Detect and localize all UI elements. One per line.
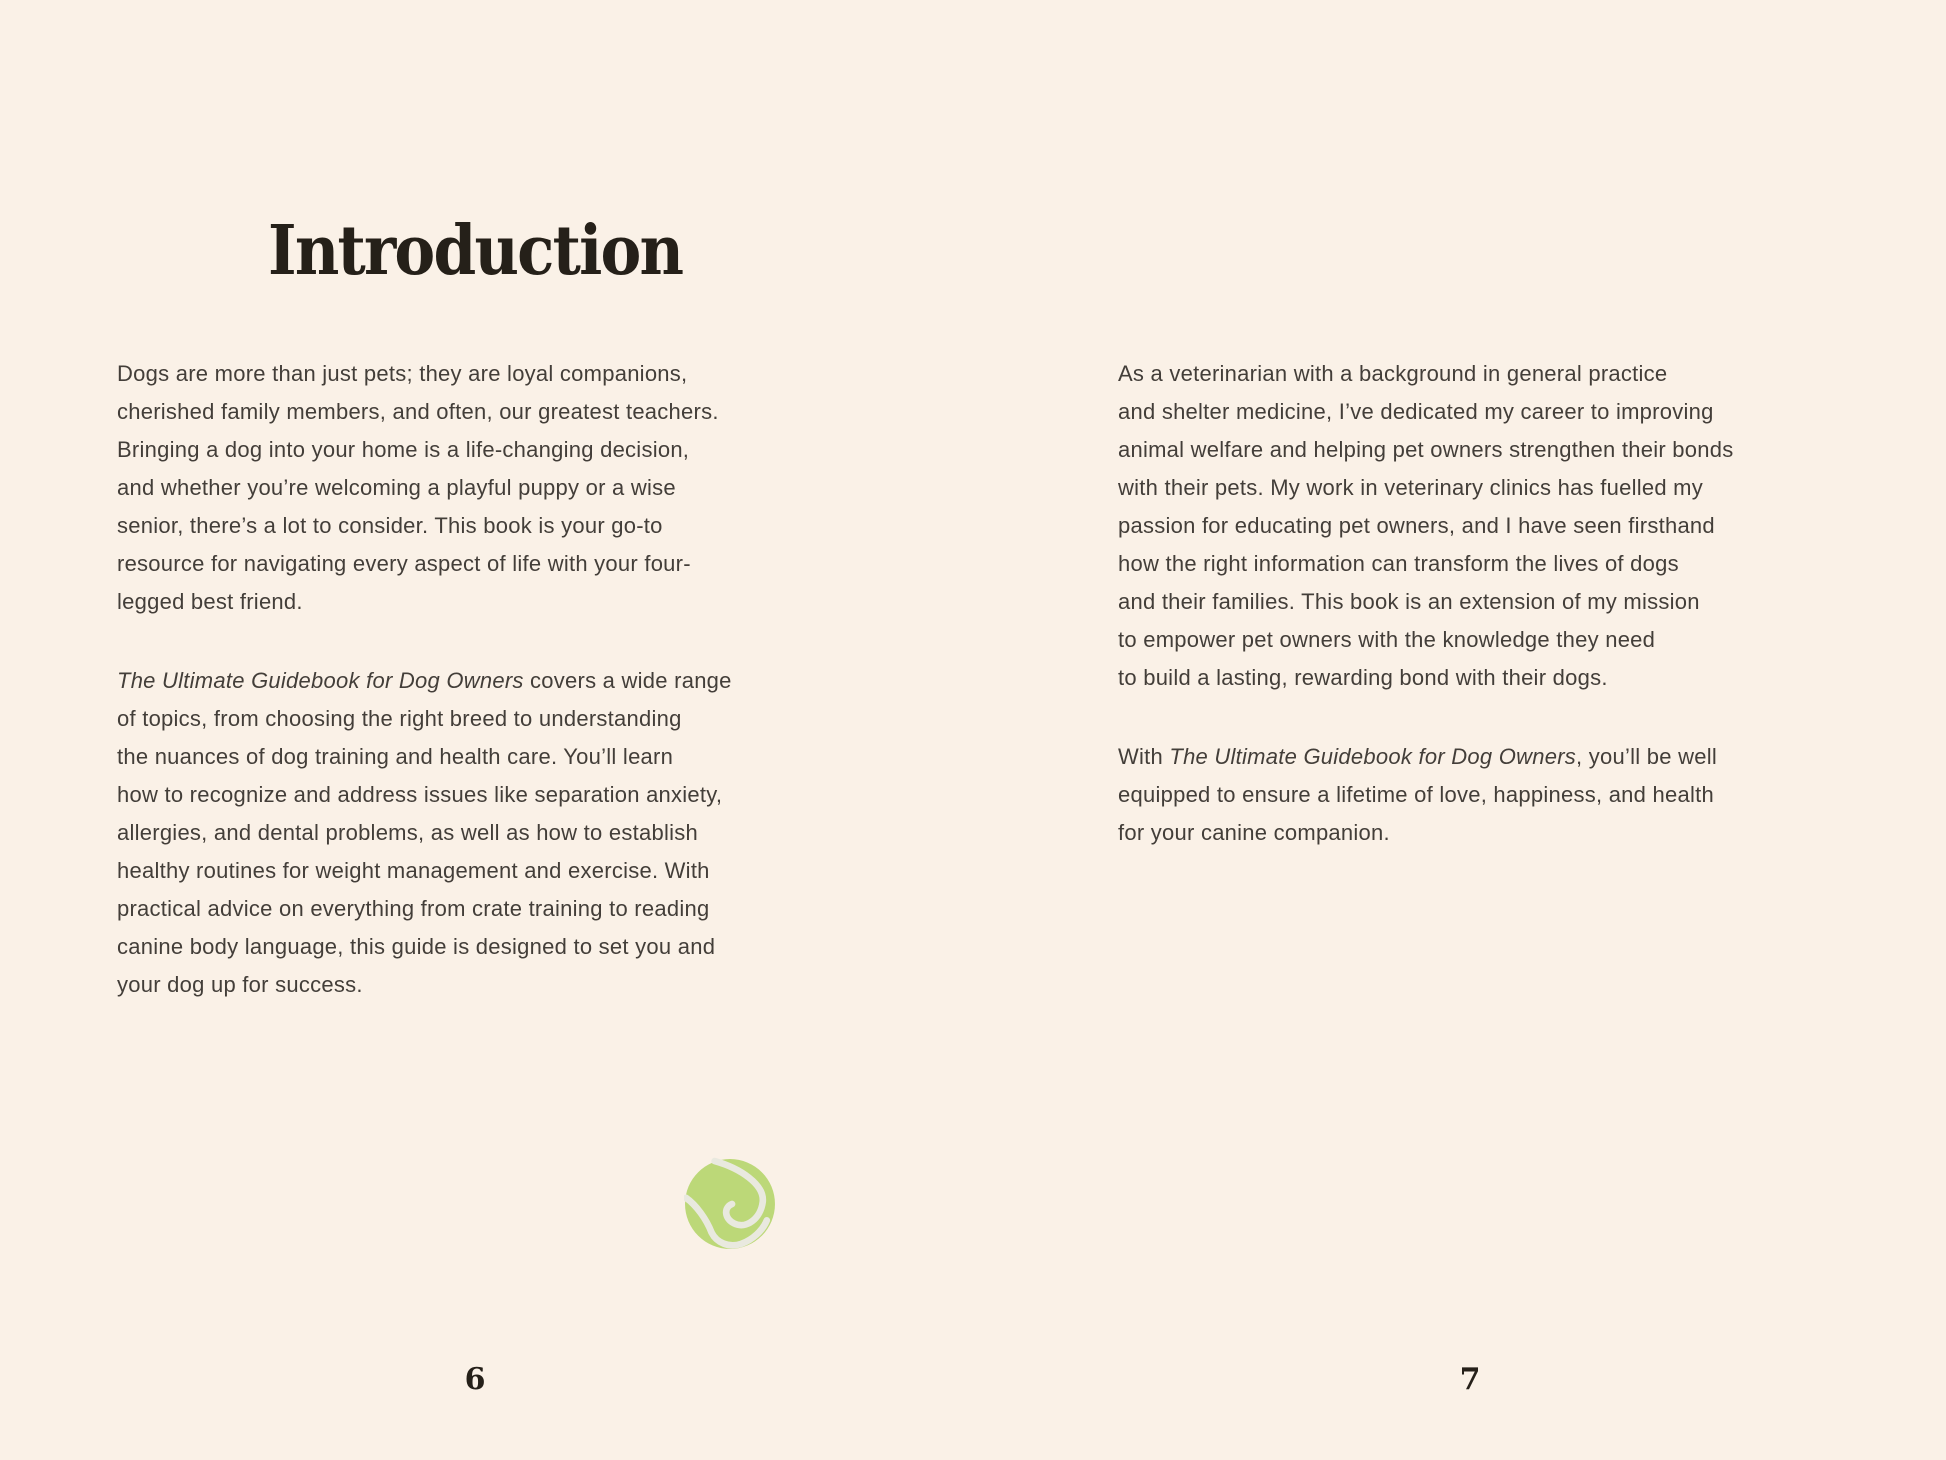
text-line: and shelter medicine, I’ve dedicated my career to improving bbox=[1118, 399, 1714, 424]
right-page-text-column bbox=[1118, 355, 1848, 852]
text-line: for your canine companion. bbox=[1118, 820, 1390, 845]
text-line: animal welfare and helping pet owners strengthen their bonds bbox=[1118, 437, 1734, 462]
left-page-text-column bbox=[117, 355, 847, 1004]
page-number-left: 6 bbox=[464, 1362, 486, 1397]
text-line: and whether you’re welcoming a playful puppy or a wise bbox=[117, 475, 676, 500]
paragraph bbox=[1118, 738, 1848, 852]
text-line: With The Ultimate Guidebook for Dog Owners, you’ll be well bbox=[1118, 744, 1717, 769]
paragraph bbox=[1118, 355, 1848, 697]
paragraph bbox=[117, 355, 847, 621]
text-line: your dog up for success. bbox=[117, 972, 363, 997]
tennis-ball-icon bbox=[684, 1157, 776, 1251]
text-line: and their families. This book is an extension of my mission bbox=[1118, 589, 1700, 614]
text-line: Dogs are more than just pets; they are loyal companions, bbox=[117, 361, 688, 386]
text-line: senior, there’s a lot to consider. This book is your go-to bbox=[117, 513, 663, 538]
text-line: the nuances of dog training and health care. You’ll learn bbox=[117, 744, 674, 769]
text-line: to empower pet owners with the knowledge they need bbox=[1118, 627, 1656, 652]
text-line: healthy routines for weight management and exercise. With bbox=[117, 858, 710, 883]
text-line: legged best friend. bbox=[117, 589, 303, 614]
text-line: of topics, from choosing the right breed to understanding bbox=[117, 706, 682, 731]
text-line: equipped to ensure a lifetime of love, happiness, and health bbox=[1118, 782, 1714, 807]
text-line: practical advice on everything from crate training to reading bbox=[117, 896, 710, 921]
page-title: Introduction bbox=[268, 211, 683, 291]
text-line: canine body language, this guide is designed to set you and bbox=[117, 934, 716, 959]
text-line: to build a lasting, rewarding bond with their dogs. bbox=[1118, 665, 1608, 690]
page-number-right: 7 bbox=[1459, 1362, 1481, 1397]
paragraph bbox=[117, 662, 847, 1004]
text-line: with their pets. My work in veterinary clinics has fuelled my bbox=[1118, 475, 1704, 500]
text-line: how to recognize and address issues like separation anxiety, bbox=[117, 782, 723, 807]
text-line: Bringing a dog into your home is a life-changing decision, bbox=[117, 437, 690, 462]
text-line: As a veterinarian with a background in general practice bbox=[1118, 361, 1668, 386]
text-line: passion for educating pet owners, and I have seen firsthand bbox=[1118, 513, 1715, 538]
text-line: cherished family members, and often, our greatest teachers. bbox=[117, 399, 719, 424]
text-line: allergies, and dental problems, as well as how to establish bbox=[117, 820, 698, 845]
text-line: how the right information can transform the lives of dogs bbox=[1118, 551, 1679, 576]
text-line: resource for navigating every aspect of life with your four- bbox=[117, 551, 691, 576]
text-line: The Ultimate Guidebook for Dog Owners covers a wide range bbox=[117, 668, 732, 693]
